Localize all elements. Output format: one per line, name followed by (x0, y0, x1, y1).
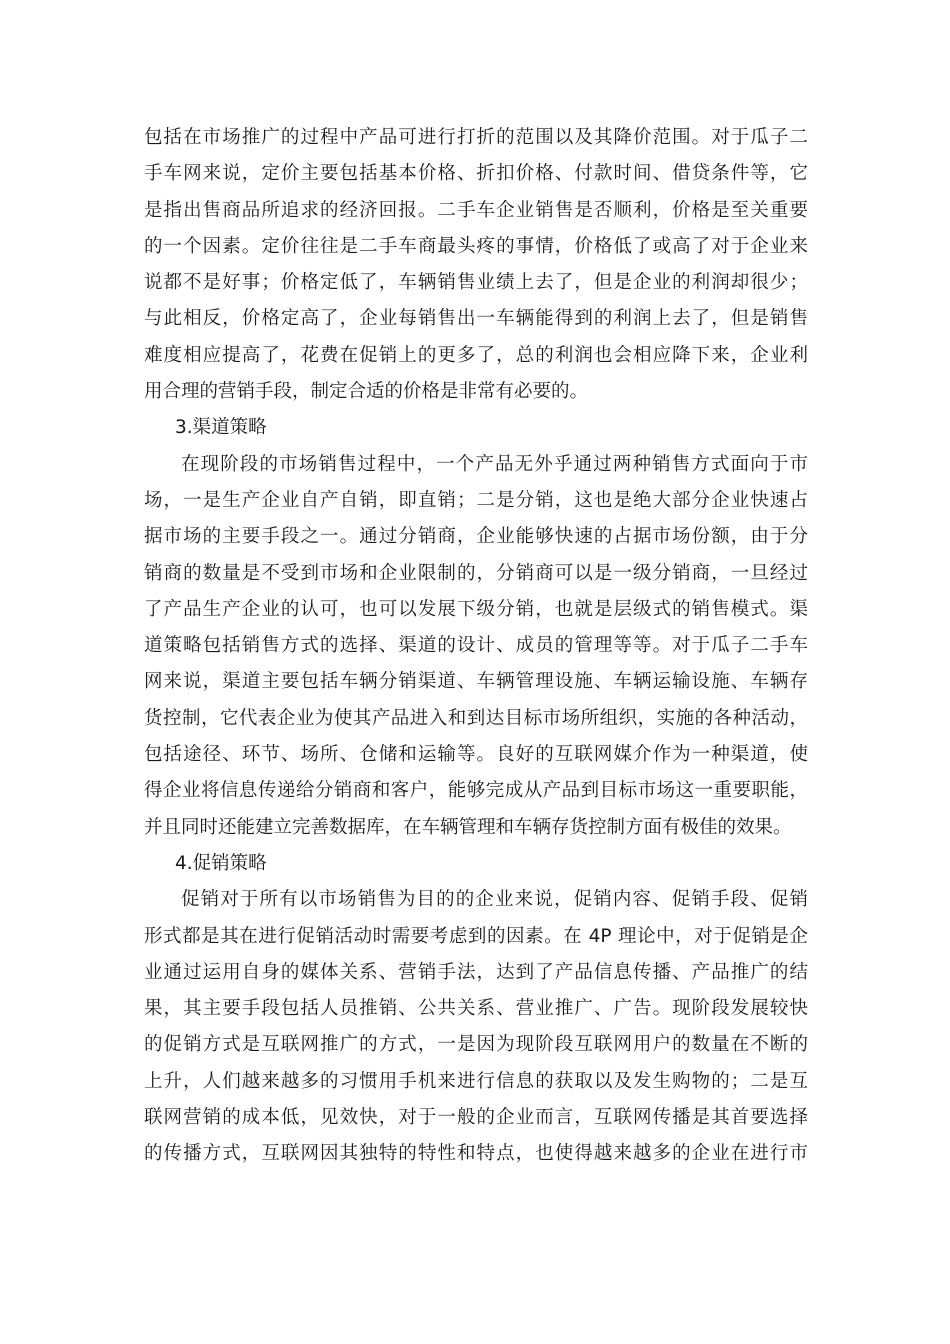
text-line: 了产品生产企业的认可，也可以发展下级分销，也就是层级式的销售模式。渠 (144, 598, 808, 620)
text-line: 的一个因素。定价往往是二手车商最头疼的事情，价格低了或高了对于企业来 (144, 235, 808, 257)
paragraph-pricing-continued (144, 120, 808, 410)
text-line: 上升，人们越来越多的习惯用手机来进行信息的获取以及发生购物的；二是互 (144, 1070, 808, 1092)
text-line: 果，其主要手段包括人员推销、公共关系、营业推广、广告。现阶段发展较快 (144, 998, 808, 1020)
text-line: 业通过运用自身的媒体关系、营销手法，达到了产品信息传播、产品推广的结 (144, 961, 808, 983)
text-line: 手车网来说，定价主要包括基本价格、折扣价格、付款时间、借贷条件等，它 (144, 163, 808, 185)
text-line: 联网营销的成本低，见效快，对于一般的企业而言，互联网传播是其首要选择 (144, 1107, 808, 1129)
paragraph-promotion-strategy (144, 882, 808, 1172)
text-line: 道策略包括销售方式的选择、渠道的设计、成员的管理等等。对于瓜子二手车 (144, 635, 808, 657)
text-line: 的传播方式，互联网因其独特的特性和特点，也使得越来越多的企业在进行市 (144, 1143, 808, 1165)
text-line: 难度相应提高了，花费在促销上的更多了，总的利润也会相应降下来，企业利 (144, 344, 808, 366)
text-line: 场，一是生产企业自产自销，即直销；二是分销，这也是绝大部分企业快速占 (144, 489, 808, 511)
text-line: 网来说，渠道主要包括车辆分销渠道、车辆管理设施、车辆运输设施、车辆存 (144, 671, 808, 693)
text-line: 得企业将信息传递给分销商和客户，能够完成从产品到目标市场这一重要职能， (144, 780, 808, 802)
text-line: 货控制，它代表企业为使其产品进入和到达目标市场所组织，实施的各种活动， (144, 707, 808, 729)
text-line: 说都不是好事；价格定低了，车辆销售业绩上去了，但是企业的利润却很少； (144, 272, 808, 294)
text-line: 促销对于所有以市场销售为目的的企业来说，促销内容、促销手段、促销 (181, 889, 808, 911)
text-line: 包括途径、环节、场所、仓储和运输等。良好的互联网媒介作为一种渠道，使 (144, 744, 808, 766)
section-heading-channel-strategy: 3.渠道策略 (175, 417, 267, 439)
paragraph-channel-strategy (144, 447, 808, 846)
text-line: 用合理的营销手段，制定合适的价格是非常有必要的。 (144, 381, 589, 403)
text-line: 是指出售商品所追求的经济回报。二手车企业销售是否顺利，价格是至关重要 (144, 199, 808, 221)
text-line: 形式都是其在进行促销活动时需要考虑到的因素。在 4P 理论中，对于促销是企 (144, 925, 808, 947)
text-line: 包括在市场推广的过程中产品可进行打折的范围以及其降价范围。对于瓜子二 (144, 127, 808, 148)
text-line: 销商的数量是不受到市场和企业限制的，分销商可以是一级分销商，一旦经过 (144, 562, 808, 584)
body-text (144, 120, 808, 1173)
text-line: 与此相反，价格定高了，企业每销售出一车辆能得到的利润上去了，但是销售 (144, 308, 808, 330)
text-line: 在现阶段的市场销售过程中，一个产品无外乎通过两种销售方式面向于市 (181, 453, 808, 475)
text-line: 并且同时还能建立完善数据库，在车辆管理和车辆存货控制方面有极佳的效果。 (144, 816, 792, 838)
text-line: 的促销方式是互联网推广的方式，一是因为现阶段互联网用户的数量在不断的 (144, 1034, 808, 1056)
section-heading-promotion-strategy: 4.促销策略 (175, 852, 267, 874)
text-line: 据市场的主要手段之一。通过分销商，企业能够快速的占据市场份额，由于分 (144, 526, 808, 548)
